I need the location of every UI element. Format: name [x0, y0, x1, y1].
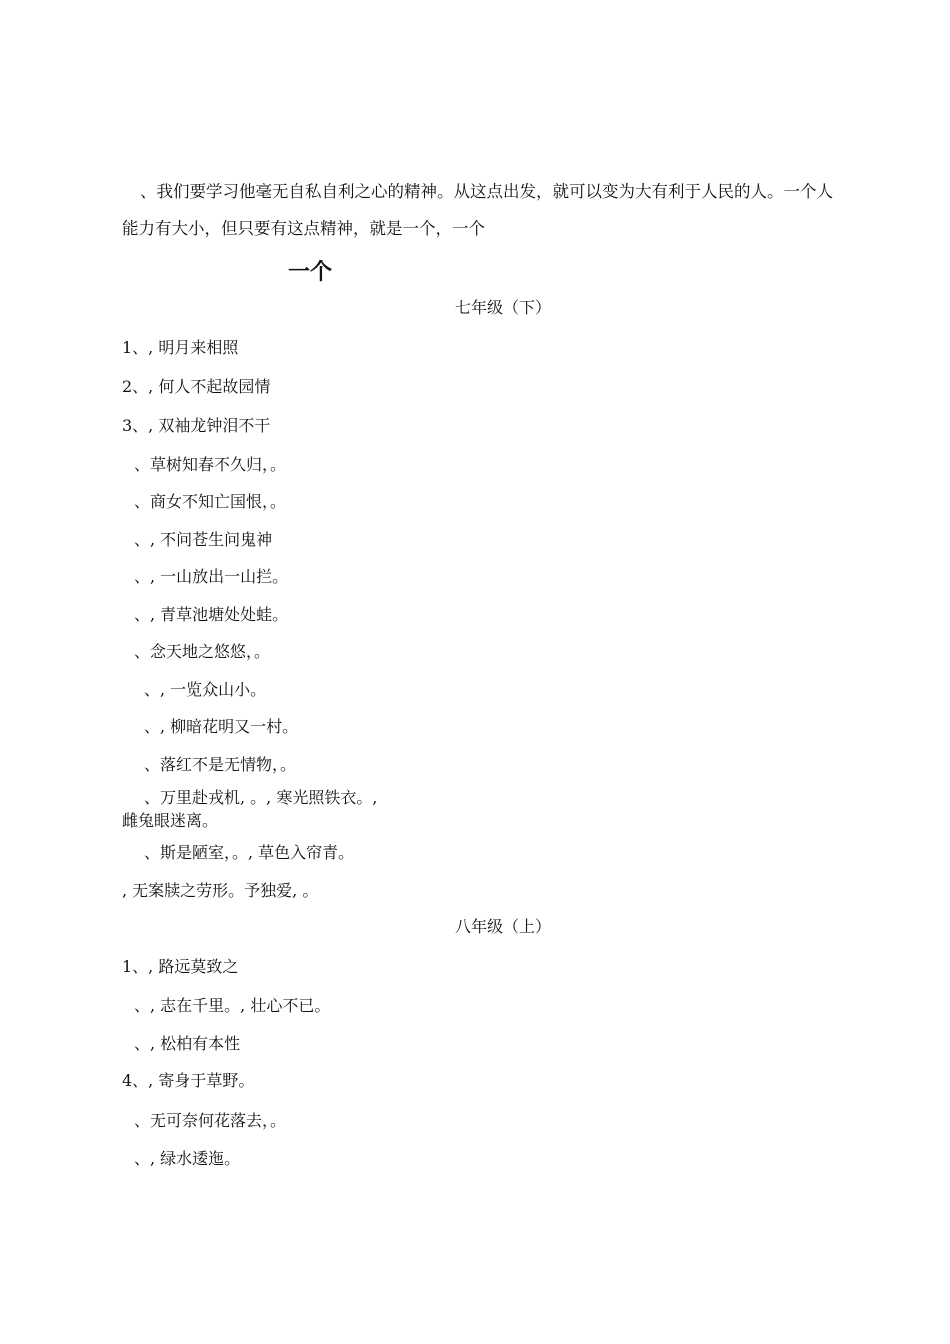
list-item: , 无案牍之劳形。予独爱, 。: [122, 881, 319, 900]
list-item: 1、, 路远莫致之: [122, 957, 239, 976]
section-heading-grade8-upper: 八年级（上）: [455, 917, 552, 936]
list-item: 、念天地之悠悠，。: [134, 642, 271, 661]
list-item: 雌兔眼迷离。: [122, 811, 219, 830]
list-item: 、草树知春不久归，。: [134, 455, 287, 474]
list-item: 、, 不问苍生问鬼神: [134, 530, 273, 549]
list-item: 、, 青草池塘处处蛙。: [134, 605, 289, 624]
list-item: 、商女不知亡国恨，。: [134, 492, 287, 511]
list-item: 1、, 明月来相照: [122, 338, 239, 357]
list-item: 、, 一山放出一山拦。: [134, 567, 289, 586]
list-item: 、, 柳暗花明又一村。: [144, 717, 299, 736]
list-item: 、, 一览众山小。: [144, 680, 267, 699]
list-item: 2、, 何人不起故园情: [122, 377, 271, 396]
intro-line-2: 能力有大小，但只要有这点精神，就是一个，一个: [122, 219, 485, 238]
list-item: 、斯是陋室，。, 草色入帘青。: [144, 843, 355, 862]
intro-line-1: 、我们要学习他毫无自私自利之心的精神。从这点出发，就可以变为大有利于人民的人。一个人: [140, 182, 833, 201]
list-item: 、落红不是无情物，。: [144, 755, 297, 774]
list-item: 、, 绿水逶迤。: [134, 1149, 241, 1168]
list-item: 、, 志在千里。, 壮心不已。: [134, 996, 331, 1015]
section-heading-grade7-lower: 七年级（下）: [455, 298, 552, 317]
list-item: 、无可奈何花落去，。: [134, 1111, 287, 1130]
list-item: 、, 松柏有本性: [134, 1034, 241, 1053]
list-item: 3、, 双袖龙钟泪不干: [122, 416, 271, 435]
list-item: 、万里赴戎机, 。, 寒光照铁衣。,: [144, 788, 378, 807]
intro-emphasis: 一个: [288, 260, 333, 285]
list-item: 4、, 寄身于草野。: [122, 1071, 255, 1090]
